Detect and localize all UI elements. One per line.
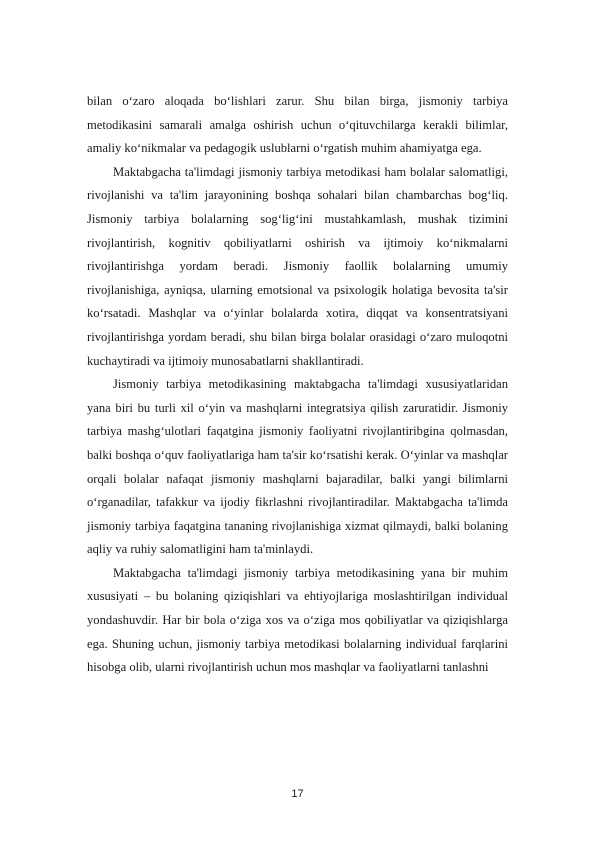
paragraph: bilan o‘zaro aloqada bo‘lishlari zarur. Shu bilan birga, jismoniy tarbiya metodikasini samarali amalga oshirish uchun o‘qituvchilarga kerakli bilimlar, amaliy ko‘nikmalar va pedagogik uslublarni o‘rgatish muhim ahamiyatga ega.: [87, 94, 508, 156]
page-number: 17: [291, 788, 304, 800]
paragraph: Jismoniy tarbiya metodikasining maktabgacha ta'limdagi xususiyatlaridan yana biri bu turli xil o‘yin va mashqlarni integratsiya qilish zaruratidir. Jismoniy tarbiya mashg‘ulotlari faqatgina jismoniy faoliyatni rivojlantiribgina qolmasdan, balki boshqa o‘quv faoliyatlariga ham ta'sir ko‘rsatishi kerak. O‘yinlar va mashqlar orqali bolalar nafaqat jismoniy mashqlarni bajaradilar, balki yangi bilimlarni o‘rganadilar, tafakkur va ijodiy fikrlashni rivojlantiradilar. Maktabgacha ta'limda jismoniy tarbiya faqatgina tananing rivojlanishiga xizmat qilmaydi, balki bolaning aqliy va ruhiy salomatligini ham ta'minlaydi.: [87, 377, 508, 557]
paragraph: Maktabgacha ta'limdagi jismoniy tarbiya metodikasining yana bir muhim xususiyati – bu bolaning qiziqishlari va ehtiyojlariga moslashtirilgan individual yondashuvdir. Har bir bola o‘ziga xos va o‘ziga mos qobiliyatlar va qiziqishlarga ega. Shuning uchun, jismoniy tarbiya metodikasi bolalarning individual farqlarini hisobga olib, ularni rivojlantirish uchun mos mashqlar va faoliyatlarni tanlashni: [87, 565, 508, 675]
paragraph: Maktabgacha ta'limdagi jismoniy tarbiya metodikasi ham bolalar salomatligi, rivojlanishi va ta'lim jarayonining boshqa sohalari bilan chambarchas bog‘liq. Jismoniy tarbiya bolalarning sog‘lig‘ini mustahkamlash, mushak tizimini rivojlantirish, kognitiv qobiliyatlarni oshirish va ijtimoiy ko‘nikmalarni rivojlantirishga yordam beradi. Jismoniy faollik bolalarning umumiy rivojlanishiga, ayniqsa, ularning emotsional va psixologik holatiga bevosita ta'sir ko‘rsatadi. Mashqlar va o‘yinlar bolalarda xotira, diqqat va konsentratsiyani rivojlantirishga yordam beradi, shu bilan birga bolalar orasidagi o‘zaro muloqotni kuchaytiradi va ijtimoiy munosabatlarni shakllantiradi.: [87, 164, 508, 368]
body-text: [87, 90, 508, 680]
